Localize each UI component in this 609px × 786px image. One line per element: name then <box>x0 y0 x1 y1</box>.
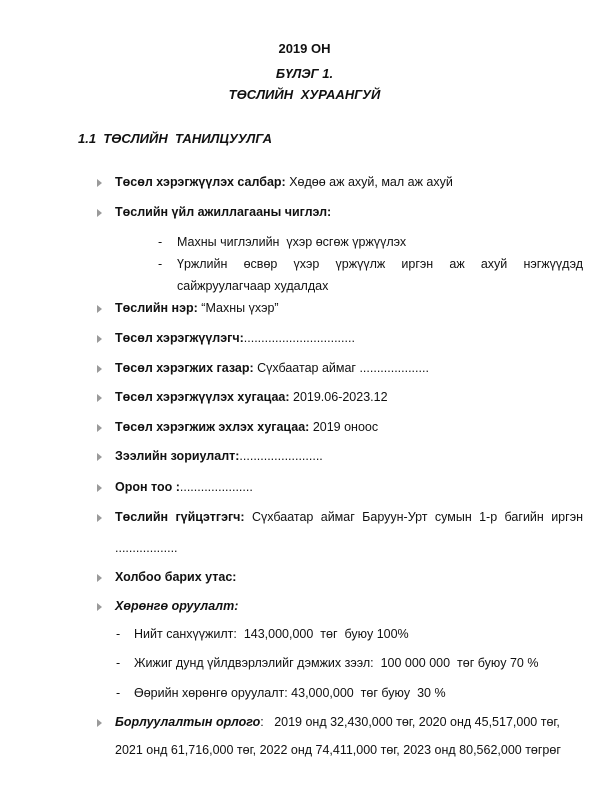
item-phone-label: Холбоо барих утас: <box>115 570 237 584</box>
item-direction-label: Төслийн үйл ажиллагааны чиглэл: <box>115 205 332 219</box>
item-name <box>115 301 279 315</box>
item-implementer-label: Төсөл хэрэгжүүлэгч: <box>115 331 244 345</box>
bullet-arrow-icon <box>97 335 102 343</box>
bullet-arrow-icon <box>97 209 102 217</box>
bullet-arrow-icon <box>97 453 102 461</box>
bullet-arrow-icon <box>97 179 102 187</box>
direction-sub-b-line2: сайжруулагчаар худалдах <box>177 279 329 293</box>
dash-icon: - <box>116 627 121 641</box>
item-location <box>115 361 429 375</box>
item-executor-line1 <box>115 510 583 524</box>
item-sales-line1 <box>115 715 560 729</box>
item-name-value: “Махны үхэр” <box>197 301 279 315</box>
direction-sub-a: Махны чиглэлийн үхэр өсгөж үржүүлэх <box>177 235 407 249</box>
item-implementer <box>115 331 355 345</box>
item-period-value: 2019.06-2023.12 <box>289 390 388 404</box>
bullet-arrow-icon <box>97 514 102 522</box>
dash-icon: - <box>116 686 121 700</box>
item-executor-label: Төслийн гүйцэтгэгч: <box>115 510 245 524</box>
item-period-label: Төсөл хэрэгжүүлэх хугацаа: <box>115 390 290 404</box>
item-sector-label: Төсөл хэрэгжүүлэх салбар: <box>115 175 286 189</box>
item-executor-line2: .................. <box>115 541 178 555</box>
bullet-arrow-icon <box>97 719 102 727</box>
bullet-arrow-icon <box>97 365 102 373</box>
dash-icon: - <box>116 656 121 670</box>
item-location-value: Сүхбаатар аймаг .................... <box>253 361 429 375</box>
bullet-arrow-icon <box>97 305 102 313</box>
item-jobs <box>115 480 253 494</box>
bullet-arrow-icon <box>97 424 102 432</box>
chapter-heading: БҮЛЭГ 1. <box>275 66 334 81</box>
item-jobs-label: Орон тоо : <box>115 480 180 494</box>
direction-sub-b-line1: Үржлийн өсвөр үхэр үржүүлж иргэн аж ахуй нэгжүүдэд <box>177 257 583 271</box>
item-period <box>115 390 388 404</box>
bullet-arrow-icon <box>97 603 102 611</box>
item-start-label: Төсөл хэрэгжиж эхлэх хугацаа: <box>115 420 310 434</box>
item-loan-purpose-value: ........................ <box>239 449 323 463</box>
chapter-title: ТӨСЛИЙН ХУРААНГУЙ <box>228 87 381 102</box>
section-title: 1.1 ТӨСЛИЙН ТАНИЛЦУУЛГА <box>78 131 273 146</box>
investment-sub-loan: Жижиг дунд үйлдвэрлэлийг дэмжих зээл: 100 000 000 төг буюу 70 % <box>134 656 539 670</box>
item-sales-label: Борлуулалтын орлого <box>115 715 261 729</box>
item-jobs-value: ..................... <box>179 480 253 494</box>
bullet-arrow-icon <box>97 484 102 492</box>
item-loan-purpose-label: Зээлийн зориулалт: <box>115 449 240 463</box>
bullet-arrow-icon <box>97 574 102 582</box>
item-investment-label: Хөрөнгө оруулалт: <box>115 599 239 613</box>
item-name-label: Төслийн нэр: <box>115 301 198 315</box>
investment-sub-own: Өөрийн хөрөнгө оруулалт: 43,000,000 төг буюу 30 % <box>134 686 446 700</box>
item-loan-purpose <box>115 449 323 463</box>
year-heading: 2019 ОН <box>278 41 331 56</box>
item-sector-value: Хөдөө аж ахуй, мал аж ахуй <box>285 175 453 189</box>
investment-sub-total: Нийт санхүүжилт: 143,000,000 төг буюу 100% <box>134 627 409 641</box>
item-implementer-value: ................................ <box>243 331 355 345</box>
dash-icon: - <box>158 257 163 271</box>
item-sales-value1: : 2019 онд 32,430,000 төг, 2020 онд 45,517,000 төг, <box>260 715 560 729</box>
item-start <box>115 420 378 434</box>
item-sector <box>115 175 453 189</box>
item-executor-value: Сүхбаатар аймаг Баруун-Урт сумын 1-р багийн иргэн <box>251 510 583 524</box>
dash-icon: - <box>158 235 163 249</box>
item-start-value: 2019 оноос <box>309 420 379 434</box>
item-location-label: Төсөл хэрэгжих газар: <box>115 361 254 375</box>
bullet-arrow-icon <box>97 394 102 402</box>
item-sales-line2: 2021 онд 61,716,000 төг, 2022 онд 74,411,000 төг, 2023 онд 80,562,000 төгрөг <box>115 743 561 757</box>
